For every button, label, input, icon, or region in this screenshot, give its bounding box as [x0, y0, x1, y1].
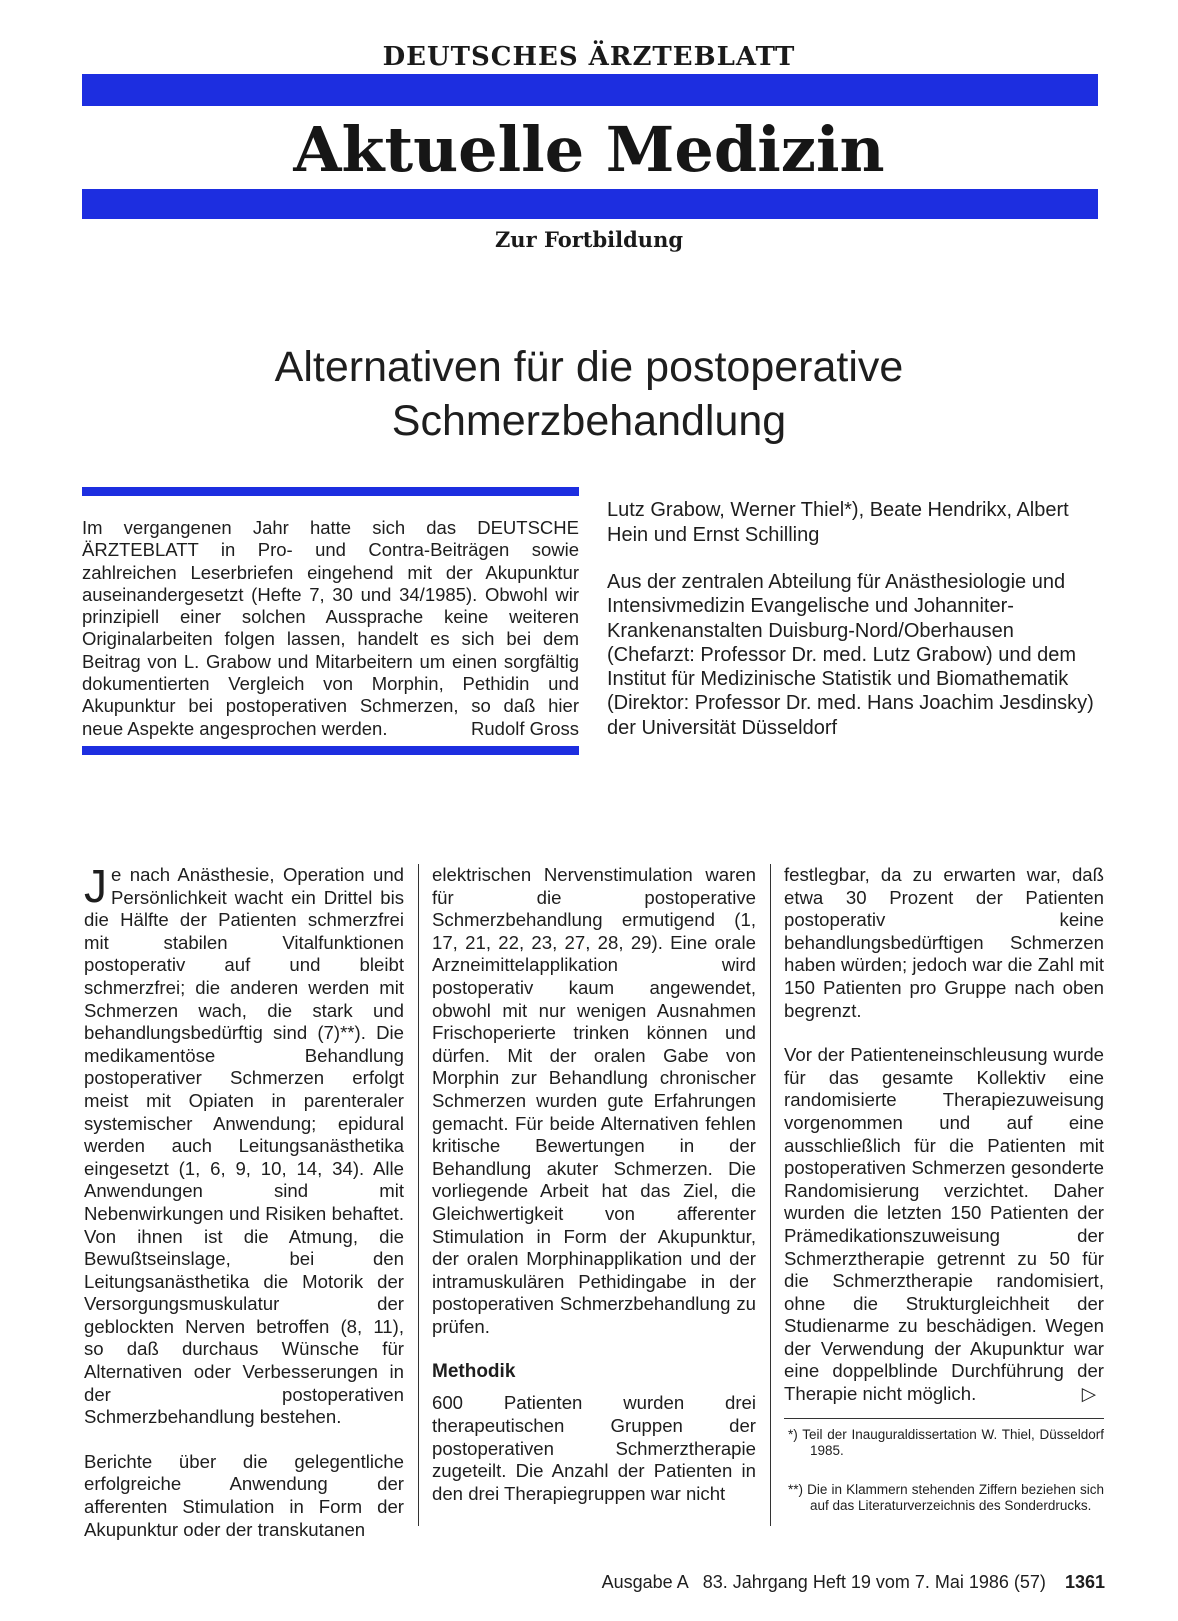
paragraph: 600 Patienten wurden drei therapeutischen Gruppen der postoperativen Schmerztherapie zugeteilt. Die Anzahl der Patienten in den drei Therapiegruppen war nicht	[432, 1392, 756, 1504]
column-rule	[418, 864, 419, 1526]
paragraph	[84, 860, 404, 1429]
paragraph	[784, 1044, 1104, 1406]
continue-arrow-icon: ▷	[1081, 1383, 1096, 1405]
paragraph: elektrischen Nervenstimulation waren für die postoperative Schmerzbehandlung ermutigend (1, 17, 21, 22, 23, 27, 28, 29). Eine orale Arzneimittelapplikation wird postoperativ kaum angewendet, obwohl mit nur wenigen Ausnahmen Frischoperierte trinken können und dürfen. Mit der oralen Gabe von Morphin zur Behandlung chronischer Schmerzen wurden gute Erfahrungen gemacht. Für beide Alternativen fehlen kritische Bewertungen in der Behandlung akuter Schmerzen. Die vorliegende Arbeit hat das Ziel, die Gleichwertigkeit von afferenter Stimulation in Form der Akupunktur, der oralen Morphinapplikation und der intramuskulären Pethidingabe in der postoperativen Schmerzbehandlung zu prüfen.	[432, 864, 756, 1337]
lead-body: Im vergangenen Jahr hatte sich das DEUTSCHE ÄRZTEBLATT in Pro- und Contra-Beiträgen sowie zahlreichen Leserbriefen eingehend mit der Akupunktur auseinandergesetzt (Hefte 7, 30 und 34/1985). Obwohl wir prinzipiell einer solchen Aussprache keine weiteren Originalarbeiten folgen lassen, handelt es sich bei dem Beitrag von L. Grabow und Mitarbeitern um einen sorgfältig dokumentierten Vergleich von Morphin, Pethidin und Akupunktur bei postoperativen Schmerzen, so daß hier neue Aspekte angesprochen werden.	[82, 517, 579, 739]
section-subtitle: Zur Fortbildung	[494, 227, 684, 252]
paragraph-text: Vor der Patienteneinschleusung wurde für das gesamte Kollektiv eine randomisierte Therapiezuweisung vorgenommen und auf eine ausschließlich für die Patienten mit postoperativen Schmerzen gesonderte Randomisierung verzichtet. Daher wurden die letzten 150 Patienten der Prämedikationszuweisung der Schmerztherapie getrennt zu 50 für die Schmerztherapie randomisiert, ohne die Strukturgleichheit der Studienarme zu beschädigen. Wegen der Verwendung der Akupunktur war eine doppelblinde Durchführung der Therapie nicht möglich.	[784, 1044, 1104, 1405]
body-column-1	[84, 860, 404, 1563]
lead-text	[82, 517, 579, 740]
body-column-3	[784, 864, 1104, 1537]
article-title-line2: Schmerzbehandlung	[391, 397, 787, 445]
article-title-line1: Alternativen für die postoperative	[274, 343, 904, 391]
masthead: DEUTSCHES ÄRZTEBLATT	[382, 42, 796, 72]
page-number: 1361	[1064, 1572, 1105, 1592]
footnote: **) Die in Klammern stehenden Ziffern beziehen sich auf das Literaturverzeichnis des Sonderdrucks.	[788, 1481, 1104, 1514]
article-title	[100, 340, 1078, 448]
page-footer	[520, 1570, 1105, 1594]
lead-top-bar	[82, 487, 579, 496]
body-column-2	[432, 864, 756, 1527]
affiliation: Aus der zentralen Abteilung für Anästhesiologie und Intensivmedizin Evangelische und Johanniter-Krankenanstalten Duisburg-Nord/Oberhausen (Chefarzt: Professor Dr. med. Lutz Grabow) und dem Institut für Medizinische Statistik und Biomathematik (Direktor: Professor Dr. med. Hans Joachim Jesdinsky) der Universität Düsseldorf	[607, 571, 1094, 739]
column-rule	[770, 864, 771, 1526]
bottom-accent-bar	[82, 189, 1098, 219]
drop-cap: J	[84, 860, 107, 912]
lead-bottom-bar	[82, 746, 579, 755]
lead-signature: Rudolf Gross	[471, 717, 579, 739]
paragraph: Berichte über die gelegentliche erfolgreiche Anwendung der afferenten Stimulation in Form der Akupunktur oder der transkutanen	[84, 1450, 404, 1540]
footer-edition: Ausgabe A	[601, 1572, 688, 1592]
footnote-rule	[784, 1418, 1104, 1419]
footnote: *) Teil der Inauguraldissertation W. Thiel, Düsseldorf 1985.	[788, 1426, 1104, 1459]
paragraph-text: e nach Anästhesie, Operation und Persönlichkeit wacht ein Drittel bis die Hälfte der Patienten schmerzfrei mit stabilen Vitalfunktionen postoperativ auf und bleibt schmerzfrei; die anderen werden mit Schmerzen wach, die stark und behandlungsbedürftig sind (7)**). Die medikamentöse Behandlung postoperativer Schmerzen erfolgt meist mit Opiaten in parenteraler systemischer Anwendung; epidural werden auch Leitungsanästhetika eingesetzt (1, 6, 9, 10, 14, 34). Alle Anwendungen sind mit Nebenwirkungen und Risiken behaftet. Von ihnen ist die Atmung, die Bewußtseinslage, bei den Leitungsanästhetika die Motorik der Versorgungsmuskulatur der geblockten Nerven betroffen (8, 11), so daß durchaus Wünsche für Alternativen oder Verbesserungen in der postoperativen Schmerzbehandlung bestehen.	[84, 864, 404, 1428]
authors: Lutz Grabow, Werner Thiel*), Beate Hendrikx, Albert Hein und Ernst Schilling	[607, 499, 1069, 546]
paragraph: festlegbar, da zu erwarten war, daß etwa 30 Prozent der Patienten postoperativ keine behandlungsbedürftigen Schmerzen haben würden; jedoch war die Zahl mit 150 Patienten pro Gruppe nach oben begrenzt.	[784, 864, 1104, 1021]
subheading-methodik: Methodik	[432, 1361, 516, 1383]
top-accent-bar	[82, 74, 1098, 106]
section-title: Aktuelle Medizin	[293, 113, 885, 186]
footer-issue: 83. Jahrgang Heft 19 vom 7. Mai 1986 (57)	[702, 1572, 1046, 1592]
